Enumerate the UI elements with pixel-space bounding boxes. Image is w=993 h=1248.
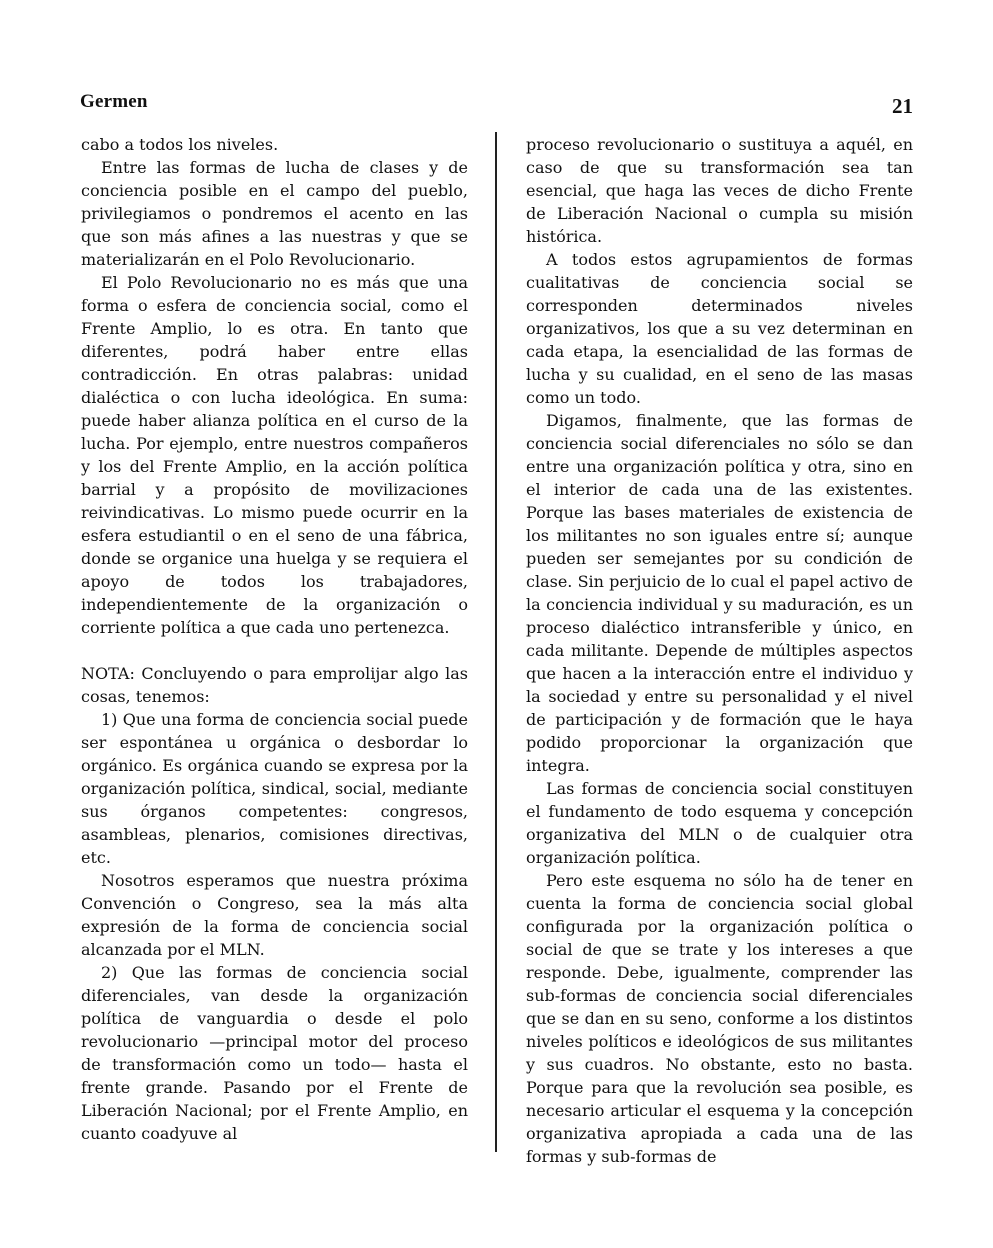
paragraph: Entre las formas de lucha de clases y de conciencia posible en el campo del pueblo, privilegiamos o pondremos el acento en las que son más afines a las nuestras y que se materializarán en el Polo Revolucionario. [81, 158, 468, 269]
paragraph: A todos estos agrupamientos de formas cualitativas de conciencia social se corresponden determinados niveles organizativos, los que a su vez determinan en cada etapa, la esencialidad de las formas de lucha y su cualidad, en el seno de las masas como un todo. [526, 250, 913, 407]
left-column [81, 133, 468, 1145]
paragraph: Digamos, finalmente, que las formas de conciencia social diferenciales no sólo se dan entre una organización política y otra, sino en el interior de cada una de las existentes. Porque las bases materiales de existencia de los militantes no son iguales entre sí; aunque pueden ser semejantes por su condición de clase. Sin perjuicio de lo cual el papel activo de la conciencia individual y su maduración, es un proceso dialéctico intransferible y único, en cada militante. Depende de múltiples aspectos que hacen a la interacción entre el individuo y la sociedad y entre su personalidad y el nivel de participación y de formación que le haya podido proporcionar la organización que integra. [526, 411, 913, 775]
paragraph: Las formas de conciencia social constituyen el fundamento de todo esquema y concepción organizativa del MLN o de cualquier otra organización política. [526, 779, 913, 867]
page-number: 21 [892, 94, 913, 118]
right-column [526, 133, 913, 1168]
paragraph: El Polo Revolucionario no es más que una forma o esfera de conciencia social, como el Frente Amplio, lo es otra. En tanto que diferentes, podrá haber entre ellas contradicción. En otras palabras: unidad dialéctica o con lucha ideológica. En suma: puede haber alianza política en el curso de la lucha. Por ejemplo, entre nuestros compañeros y los del Frente Amplio, en la acción política barrial y a propósito de movilizaciones reivindicativas. Lo mismo puede ocurrir en la esfera estudiantil o en el seno de una fábrica, donde se organice una huelga y se requiera el apoyo de todos los trabajadores, independientemente de la organización o corriente política a que cada uno pertenezca. [81, 273, 468, 637]
note-paragraph: NOTA: Concluyendo o para emprolijar algo las cosas, tenemos: [81, 664, 468, 706]
paragraph: cabo a todos los niveles. [81, 135, 279, 154]
paragraph: 2) Que las formas de conciencia social diferenciales, van desde la organización política de vanguardia o desde el polo revolucionario —principal motor del proceso de transformación como un todo— hasta el frente grande. Pasando por el Frente de Liberación Nacional; por el Frente Amplio, en cuanto coadyuve al [81, 963, 468, 1143]
paragraph: 1) Que una forma de conciencia social puede ser espontánea u orgánica o desbordar lo orgánico. Es orgánica cuando se expresa por la organización política, sindical, social, mediante sus órganos competentes: congresos, asambleas, plenarios, comisiones directivas, etc. [81, 710, 468, 867]
paragraph: Nosotros esperamos que nuestra próxima Convención o Congreso, sea la más alta expresión de la forma de conciencia social alcanzada por el MLN. [81, 871, 468, 959]
column-divider [495, 132, 497, 1152]
paragraph: Pero este esquema no sólo ha de tener en cuenta la forma de conciencia social global configurada por la organización política o social de que se trate y los intereses a que responde. Debe, igualmente, comprender las sub-formas de conciencia social diferenciales que se dan en su seno, conforme a los distintos niveles políticos e ideológicos de sus militantes y sus cuadros. No obstante, esto no basta. Porque para que la revolución sea posible, es necesario articular el esquema y la concepción organizativa apropiada a cada una de las formas y sub-formas de [526, 871, 913, 1166]
running-title: Germen [80, 91, 148, 112]
paragraph: proceso revolucionario o sustituya a aquél, en caso de que su transformación sea tan esencial, que haga las veces de dicho Frente de Liberación Nacional o cumpla su misión histórica. [526, 135, 913, 246]
